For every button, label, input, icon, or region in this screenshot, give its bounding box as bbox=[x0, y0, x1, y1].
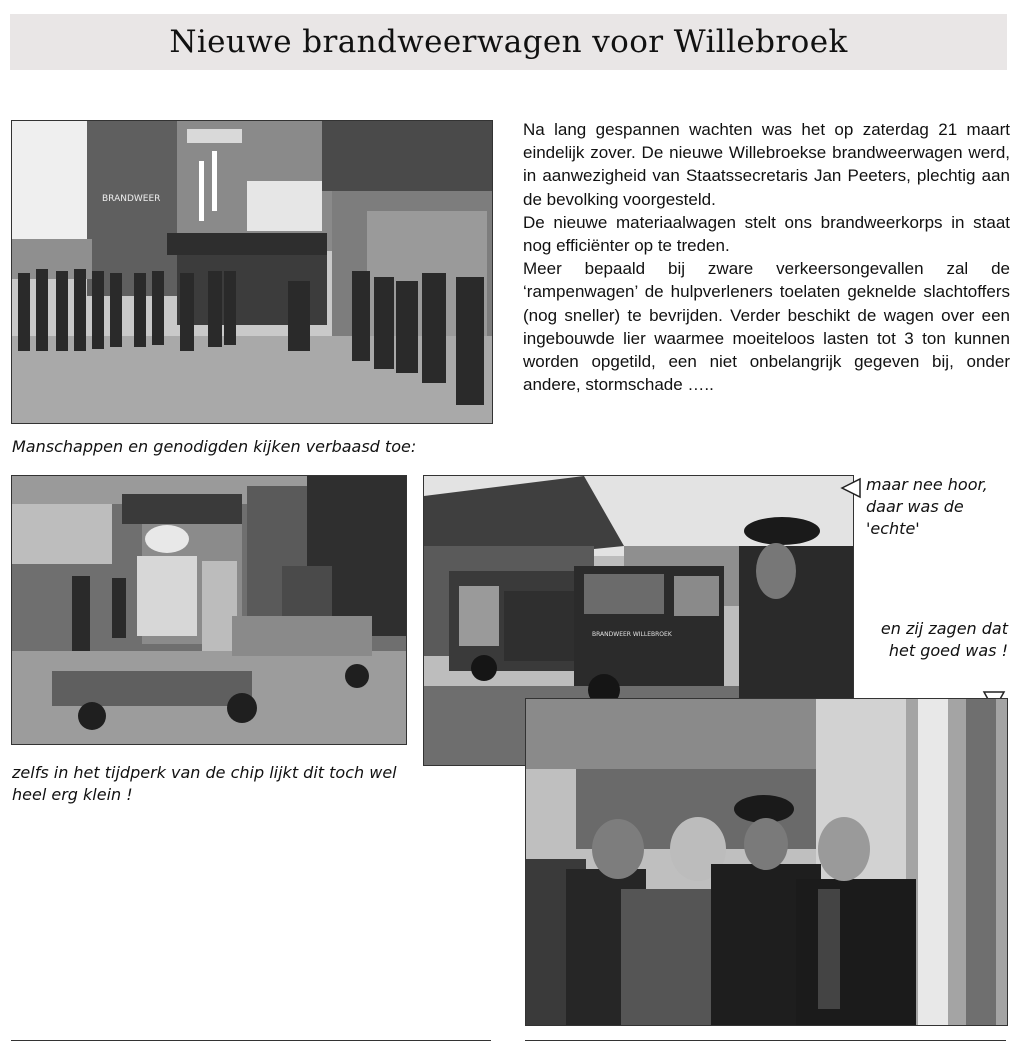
title-band bbox=[10, 14, 1007, 70]
photo-officials bbox=[525, 698, 1008, 1026]
caption-mini-cart: zelfs in het tijdperk van de chip lijkt dit toch wel heel erg klein ! bbox=[12, 763, 397, 804]
article-paragraph: Meer bepaald bij zware verkeersongevallen zal de ‘rampenwagen’ de hulpverleners toelaten geknelde slachtoffers (nog sneller) te bevrijden. Verder beschikt de wagen over een ingebouwde lier waarmee moeiteloos lasten tot 3 ton kunnen worden opgetild, een niet onbelangrijk gegeven bij, onder andere, stormschade ….. bbox=[523, 259, 1010, 395]
truck-door-text: BRANDWEER WILLEBROEK bbox=[592, 631, 672, 638]
article-body bbox=[523, 118, 1010, 396]
building-sign-text: BRANDWEER bbox=[102, 194, 161, 204]
bottom-rule-right bbox=[525, 1040, 1006, 1041]
pointer-left-icon bbox=[840, 477, 862, 499]
article-title: Nieuwe brandweerwagen voor Willebroek bbox=[169, 24, 848, 60]
photo-ceremony bbox=[11, 120, 493, 424]
photo-mini-cart bbox=[11, 475, 407, 745]
caption-good: en zij zagen dat het goed was ! bbox=[880, 619, 1008, 660]
article-paragraph: De nieuwe materiaalwagen stelt ons brandweerkorps in staat nog efficiënter op te treden. bbox=[523, 212, 1010, 256]
caption-ceremony: Manschappen en genodigden kijken verbaasd toe: bbox=[12, 437, 417, 456]
article-paragraph: Na lang gespannen wachten was het op zaterdag 21 maart eindelijk zover. De nieuwe Willebroekse brandweerwagen werd, in aanwezigheid van Staatssecretaris Jan Peeters, plechtig aan de bevolking voorgesteld. bbox=[523, 120, 1010, 209]
bottom-rule-left bbox=[11, 1040, 491, 1041]
caption-real-truck: maar nee hoor, daar was de 'echte' bbox=[866, 475, 988, 538]
